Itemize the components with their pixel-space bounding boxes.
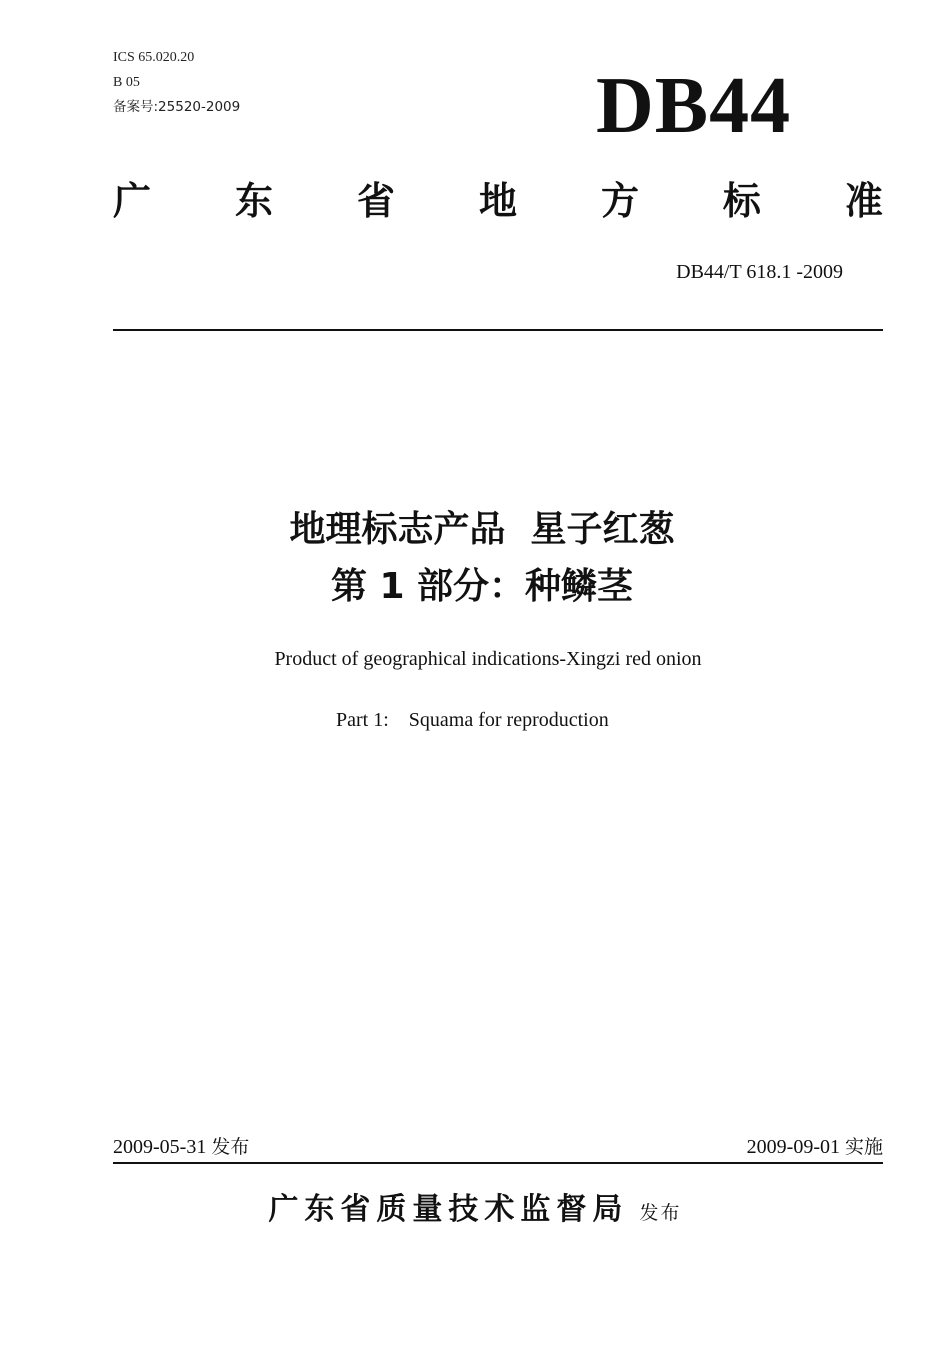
standard-type-char: 准 [844,178,883,223]
standard-type-char: 东 [234,178,273,223]
standard-type-char: 方 [600,178,639,223]
bottom-divider [113,1162,883,1164]
title-english-line-1: Product of geographical indications-Xingzi red onion [274,648,702,670]
standard-type-char: 广 [113,178,152,223]
top-divider [113,329,883,331]
standard-type-char: 省 [356,178,395,223]
standard-type-heading [113,176,883,226]
ics-code: ICS 65.020.20 [113,50,195,65]
filing-number: 备案号:25520-2009 [113,99,241,115]
implement-date: 2009-09-01 [746,1136,840,1158]
publish-label: 发布 [211,1136,250,1158]
ccs-code: B 05 [113,75,140,90]
implement-label: 实施 [844,1136,883,1158]
issuer-suffix: 发布 [639,1202,682,1224]
publish-date-line [113,1134,249,1160]
issuer-line [0,1190,950,1233]
title-english-line-2: Part 1: Squama for reproduction [336,709,609,731]
title-chinese-line-1: 地理标志产品 星子红葱 [289,509,675,550]
standard-mark: DB44 [596,62,792,150]
publish-date: 2009-05-31 [113,1136,207,1158]
standard-number: DB44/T 618.1 -2009 [676,261,843,283]
issuer-name: 广东省质量技术监督局 [268,1192,629,1227]
standard-type-char: 地 [478,178,517,223]
standard-type-char: 标 [722,178,761,223]
title-chinese-line-2: 第 1 部分：种鳞茎 [330,566,634,607]
implement-date-line [747,1134,883,1160]
